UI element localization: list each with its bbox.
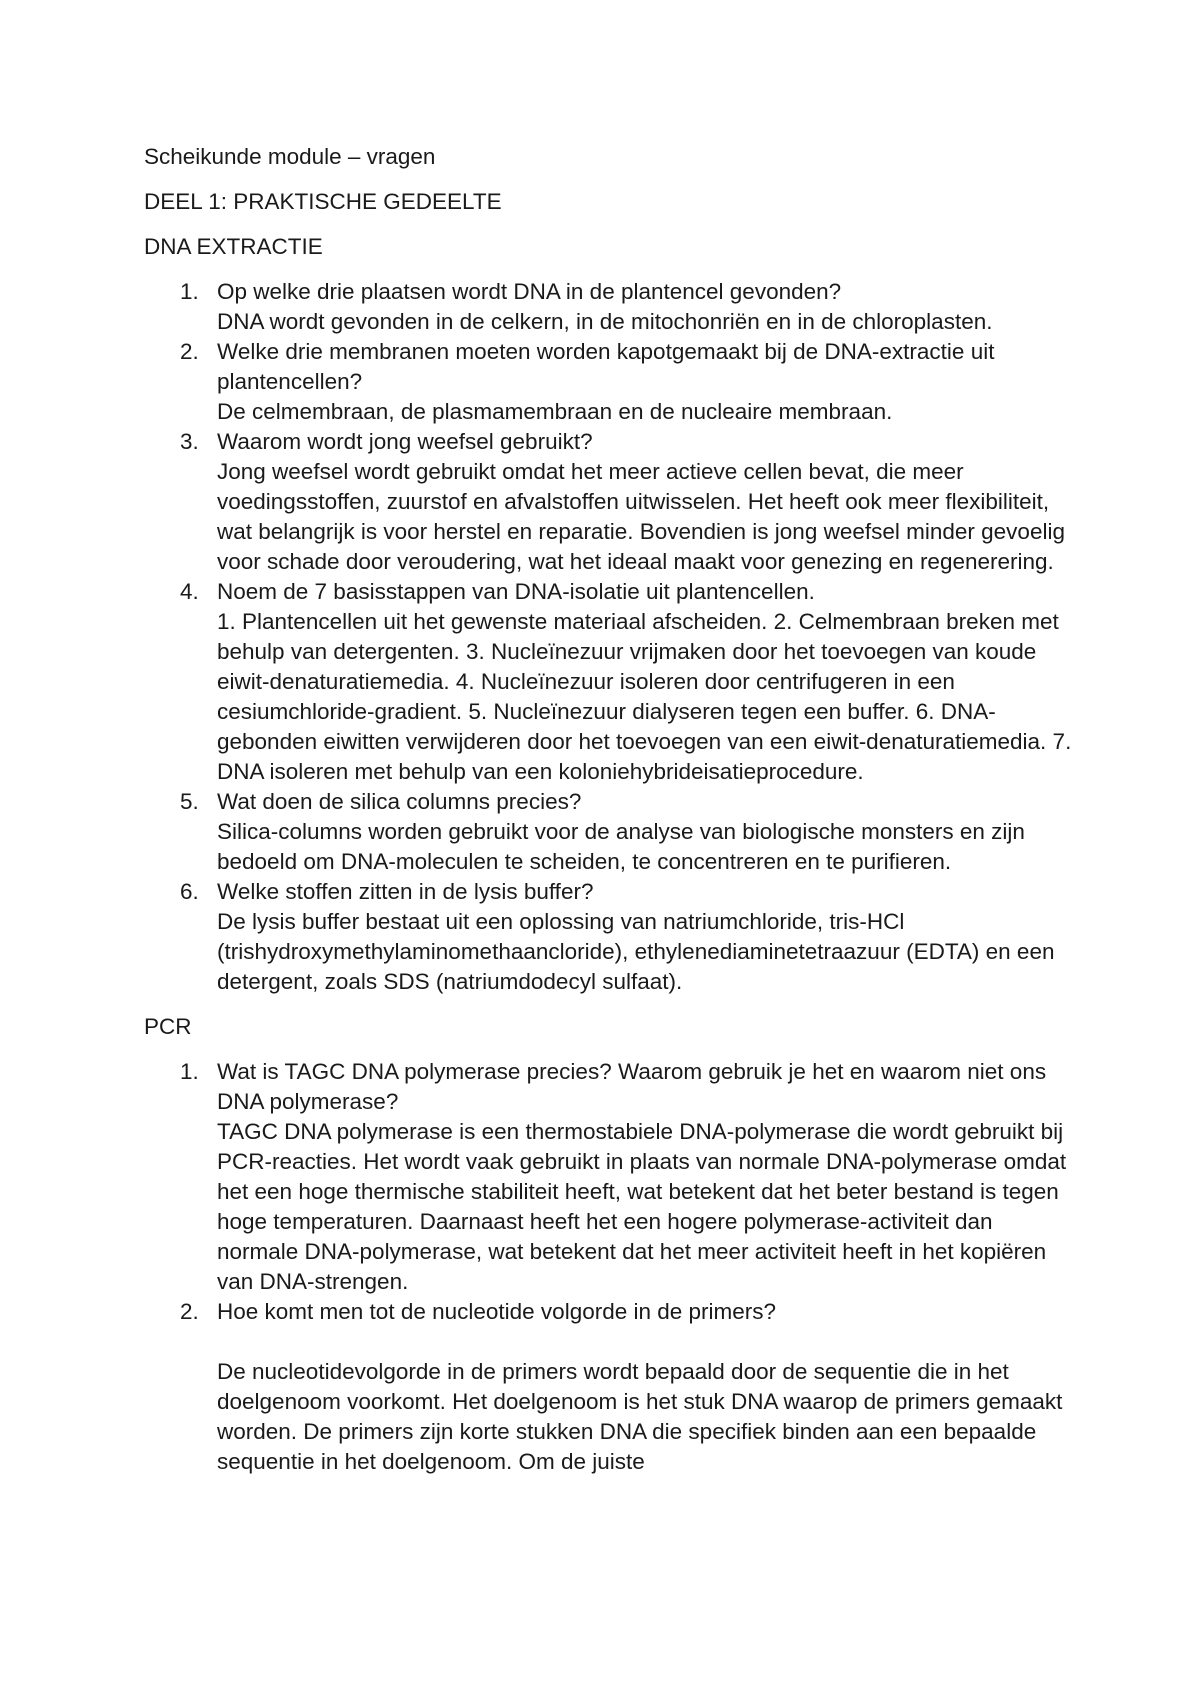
- answer-text: Silica-columns worden gebruikt voor de analyse van biologische monsters en zijn bedoeld om DNA-moleculen te scheiden, te concentreren en te purifieren.: [217, 819, 1025, 874]
- part-heading: DEEL 1: PRAKTISCHE GEDEELTE: [144, 189, 502, 214]
- question-item: [144, 337, 1074, 427]
- question-item: [144, 877, 1074, 997]
- answer-text: Jong weefsel wordt gebruikt omdat het meer actieve cellen bevat, die meer voedingsstoffen, zuurstof en afvalstoffen uitwisselen. Het heeft ook meer flexibiliteit, wat belangrijk is voor herstel en reparatie. Bovendien is jong weefsel minder gevoelig voor schade door veroudering, wat het ideaal maakt voor genezing en regenerering.: [217, 459, 1065, 574]
- question-item: [144, 1297, 1074, 1477]
- question-text: Wat doen de silica columns precies?: [217, 789, 582, 814]
- answer-text: De lysis buffer bestaat uit een oplossing van natriumchloride, tris-HCl (trishydroxymethylaminomethaancloride), ethylenediaminetetraazuur (EDTA) en een detergent, zoals SDS (natriumdodecyl sulfaat).: [217, 909, 1055, 994]
- section-heading-pcr: PCR: [144, 1014, 192, 1039]
- answer-text: 1. Plantencellen uit het gewenste materiaal afscheiden. 2. Celmembraan breken met behulp van detergenten. 3. Nucleïnezuur vrijmaken door het toevoegen van koude eiwit-denaturatiemedia. 4. Nucleïnezuur isoleren door centrifugeren in een cesiumchloride-gradient. 5. Nucleïnezuur dialyseren tegen een buffer. 6. DNA-gebonden eiwitten verwijderen door het toevoegen van een eiwit-denaturatiemedia. 7. DNA isoleren met behulp van een koloniehybrideisatieprocedure.: [217, 609, 1072, 784]
- question-item: [144, 1057, 1074, 1297]
- question-list-dna-extractie: [144, 277, 1074, 997]
- question-text: Welke drie membranen moeten worden kapotgemaakt bij de DNA-extractie uit plantencellen?: [217, 339, 995, 394]
- question-number: 6.: [180, 879, 199, 904]
- question-item: [144, 427, 1074, 577]
- question-item: [144, 577, 1074, 787]
- question-text: Noem de 7 basisstappen van DNA-isolatie uit plantencellen.: [217, 579, 815, 604]
- section-heading-dna-extractie: DNA EXTRACTIE: [144, 234, 323, 259]
- question-number: 3.: [180, 429, 199, 454]
- question-text: Hoe komt men tot de nucleotide volgorde in de primers?: [217, 1299, 777, 1324]
- question-text: Welke stoffen zitten in de lysis buffer?: [217, 879, 594, 904]
- question-number: 4.: [180, 579, 199, 604]
- document-title: Scheikunde module – vragen: [144, 144, 436, 169]
- question-item: [144, 787, 1074, 877]
- question-number: 1.: [180, 1059, 199, 1084]
- answer-text: De celmembraan, de plasmamembraan en de nucleaire membraan.: [217, 399, 893, 424]
- document-body: [144, 142, 1074, 1492]
- question-text: Waarom wordt jong weefsel gebruikt?: [217, 429, 593, 454]
- answer-text: De nucleotidevolgorde in de primers wordt bepaald door de sequentie die in het doelgenoom voorkomt. Het doelgenoom is het stuk DNA waarop de primers gemaakt worden. De primers zijn korte stukken DNA die specifiek binden aan een bepaalde sequentie in het doelgenoom. Om de juiste: [217, 1359, 1063, 1474]
- question-text: Wat is TAGC DNA polymerase precies? Waarom gebruik je het en waarom niet ons DNA polymerase?: [217, 1059, 1047, 1114]
- question-number: 1.: [180, 279, 199, 304]
- answer-text: TAGC DNA polymerase is een thermostabiele DNA-polymerase die wordt gebruikt bij PCR-reacties. Het wordt vaak gebruikt in plaats van normale DNA-polymerase omdat het een hoge thermische stabiliteit heeft, wat betekent dat het beter bestand is tegen hoge temperaturen. Daarnaast heeft het een hogere polymerase-activiteit dan normale DNA-polymerase, wat betekent dat het meer activiteit heeft in het kopiëren van DNA-strengen.: [217, 1119, 1067, 1294]
- answer-text: DNA wordt gevonden in de celkern, in de mitochonriën en in de chloroplasten.: [217, 309, 993, 334]
- question-number: 5.: [180, 789, 199, 814]
- question-item: [144, 277, 1074, 337]
- question-number: 2.: [180, 339, 199, 364]
- blank-line: [217, 1327, 1074, 1357]
- question-number: 2.: [180, 1299, 199, 1324]
- question-text: Op welke drie plaatsen wordt DNA in de plantencel gevonden?: [217, 279, 842, 304]
- question-list-pcr: [144, 1057, 1074, 1477]
